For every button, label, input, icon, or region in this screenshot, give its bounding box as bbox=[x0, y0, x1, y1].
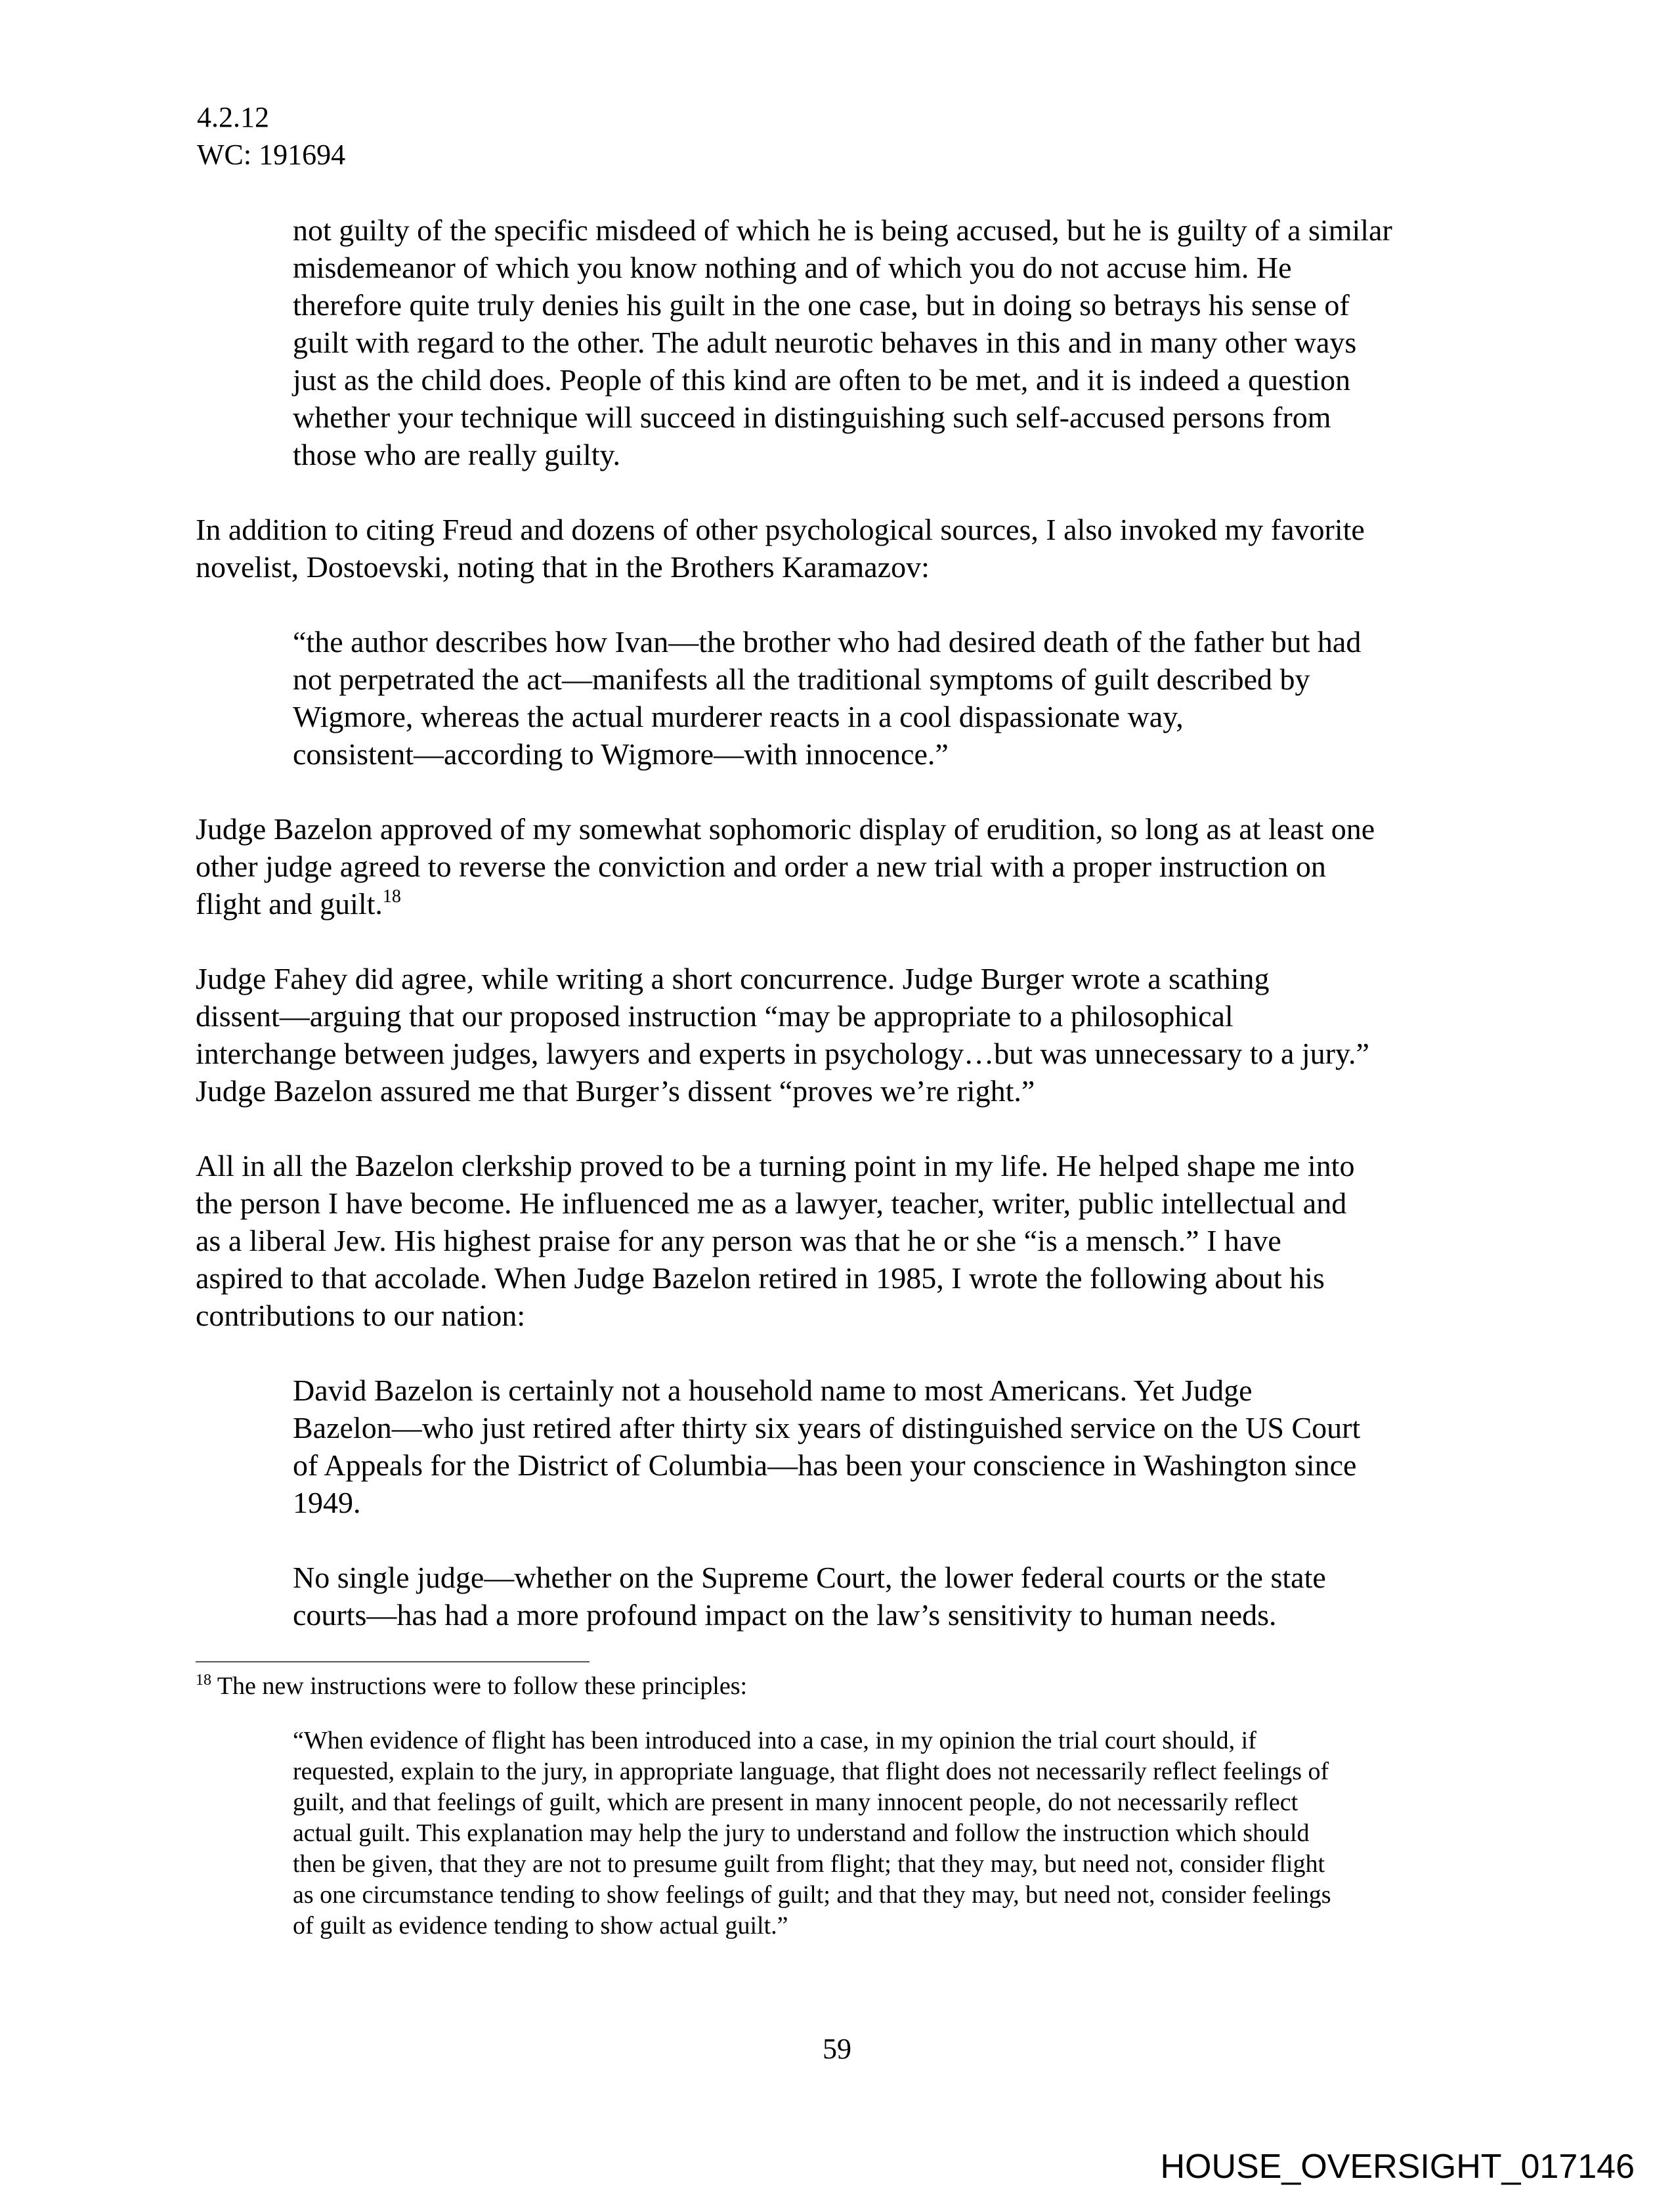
text-line: All in all the Bazelon clerkship proved to be a turning point in my life. He helped shape me into bbox=[196, 1149, 1355, 1182]
header-date: 4.2.12 bbox=[197, 101, 269, 133]
paragraph-fahey-burger bbox=[196, 960, 1482, 1110]
text-line: Wigmore, whereas the actual murderer reacts in a cool dispassionate way, bbox=[293, 700, 1184, 733]
text-line: those who are really guilty. bbox=[293, 438, 621, 471]
text-line: as a liberal Jew. His highest praise for any person was that he or she “is a mensch.” I have bbox=[196, 1224, 1281, 1257]
page-header bbox=[197, 98, 345, 173]
footnotes bbox=[196, 1671, 1482, 1941]
text-line: novelist, Dostoevski, noting that in the Brothers Karamazov: bbox=[196, 550, 930, 584]
text-line: whether your technique will succeed in distinguishing such self-accused persons from bbox=[293, 401, 1331, 434]
text-line: courts—has had a more profound impact on the law’s sensitivity to human needs. bbox=[293, 1598, 1277, 1632]
text-line: of Appeals for the District of Columbia—has been your conscience in Washington since bbox=[293, 1448, 1357, 1482]
block-quote-freud bbox=[196, 211, 1482, 473]
text-line: dissent—arguing that our proposed instruction “may be appropriate to a philosophical bbox=[196, 999, 1234, 1033]
text-line: not perpetrated the act—manifests all the traditional symptoms of guilt described by bbox=[293, 662, 1310, 696]
paragraph-dostoevski bbox=[196, 511, 1482, 586]
main-text bbox=[196, 211, 1482, 1671]
text-line: just as the child does. People of this kind are often to be met, and it is indeed a question bbox=[293, 363, 1350, 397]
footnote-number: 18 bbox=[196, 1672, 211, 1689]
footnote-separator bbox=[196, 1661, 590, 1662]
text-line: David Bazelon is certainly not a household name to most Americans. Yet Judge bbox=[293, 1374, 1253, 1407]
block-quote-no-single-judge bbox=[196, 1559, 1482, 1634]
text-line: not guilty of the specific misdeed of which he is being accused, but he is guilty of a similar bbox=[293, 213, 1392, 247]
header-word-count: WC: 191694 bbox=[197, 139, 346, 171]
footnote-18 bbox=[196, 1671, 1482, 1702]
footnote-intro: The new instructions were to follow these principles: bbox=[211, 1672, 748, 1700]
paragraph-bazelon-approved bbox=[196, 810, 1482, 922]
text-line: consistent—according to Wigmore—with innocence.” bbox=[293, 737, 949, 771]
text-line: No single judge—whether on the Supreme Court, the lower federal courts or the state bbox=[293, 1561, 1326, 1594]
footnote-reference[interactable]: 18 bbox=[382, 886, 401, 907]
bates-number: HOUSE_OVERSIGHT_017146 bbox=[1160, 2148, 1635, 2186]
text-fragment: flight and guilt. bbox=[196, 887, 383, 921]
text-line: guilt, and that feelings of guilt, which are present in many innocent people, do not necessarily reflect bbox=[293, 1789, 1298, 1816]
paragraph-clerkship bbox=[196, 1147, 1482, 1334]
text-line: Bazelon—who just retired after thirty six years of distinguished service on the US Court bbox=[293, 1411, 1361, 1444]
text-line: aspired to that accolade. When Judge Bazelon retired in 1985, I wrote the following about his bbox=[196, 1261, 1325, 1295]
text-line: requested, explain to the jury, in appropriate language, that flight does not necessarily reflect feelings of bbox=[293, 1758, 1329, 1785]
block-quote-karamazov bbox=[196, 623, 1482, 773]
text-line: the person I have become. He influenced me as a lawyer, teacher, writer, public intellectual and bbox=[196, 1186, 1347, 1220]
text-line: Judge Bazelon assured me that Burger’s dissent “proves we’re right.” bbox=[196, 1074, 1035, 1108]
text-line: Judge Fahey did agree, while writing a short concurrence. Judge Burger wrote a scathing bbox=[196, 962, 1270, 995]
text-line: contributions to our nation: bbox=[196, 1299, 526, 1332]
text-line: “the author describes how Ivan—the brother who had desired death of the father but had bbox=[293, 625, 1362, 659]
text-line: misdemeanor of which you know nothing and of which you do not accuse him. He bbox=[293, 251, 1292, 284]
text-line: therefore quite truly denies his guilt in the one case, but in doing so betrays his sense of bbox=[293, 288, 1350, 322]
text-line: then be given, that they are not to presume guilt from flight; that they may, but need not, consider flight bbox=[293, 1850, 1325, 1878]
text-line: interchange between judges, lawyers and experts in psychology…but was unnecessary to a jury.” bbox=[196, 1037, 1369, 1070]
text-line: “When evidence of flight has been introduced into a case, in my opinion the trial court should, if bbox=[293, 1727, 1256, 1754]
text-line: Judge Bazelon approved of my somewhat sophomoric display of erudition, so long as at least one bbox=[196, 812, 1375, 846]
text-line: 1949. bbox=[293, 1486, 361, 1519]
text-line: as one circumstance tending to show feelings of guilt; and that they may, but need not, consider feelings bbox=[293, 1881, 1331, 1909]
block-quote-bazelon-tribute bbox=[196, 1372, 1482, 1521]
text-line: actual guilt. This explanation may help the jury to understand and follow the instruction which should bbox=[293, 1819, 1310, 1847]
text-line: of guilt as evidence tending to show actual guilt.” bbox=[293, 1912, 788, 1940]
text-line: other judge agreed to reverse the conviction and order a new trial with a proper instruction on bbox=[196, 850, 1326, 883]
text-line bbox=[196, 885, 1482, 922]
text-line: In addition to citing Freud and dozens of other psychological sources, I also invoked my favorite bbox=[196, 513, 1365, 546]
text-line: guilt with regard to the other. The adult neurotic behaves in this and in many other ways bbox=[293, 326, 1357, 359]
page-number: 59 bbox=[823, 2033, 851, 2065]
footnote-quote bbox=[196, 1725, 1482, 1941]
